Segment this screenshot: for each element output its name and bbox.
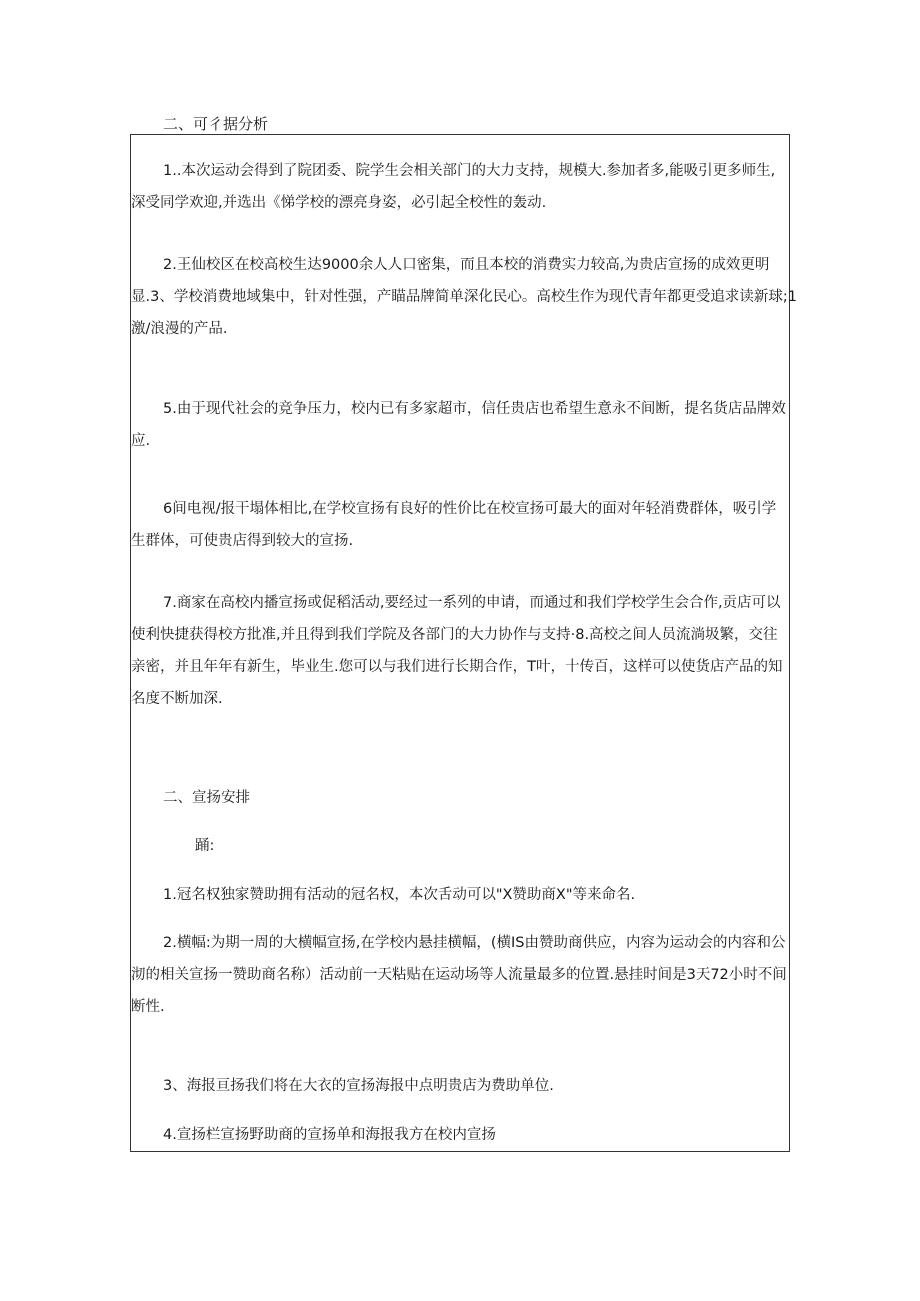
paragraph-5 (131, 587, 785, 715)
text-line: 4.宣扬栏宣扬野助商的宣扬单和海报我方在校内宣扬 (163, 1127, 496, 1143)
paragraph-2 (131, 249, 797, 345)
text-line: 名度不断加深. (131, 691, 223, 707)
content-table-cell (130, 134, 797, 1152)
text-line: 1.冠名权独家赞助拥有活动的冠名权，本次舌动可以"X赞助商X"等来命名. (163, 887, 636, 903)
text-line: 使利快捷获得校方批准,并且得到我们学院及各部门的大力协作与支持·8.高校之间人员流淌圾繁，交往 (131, 627, 778, 643)
promo-item-3 (163, 1070, 785, 1102)
text-line: 5.由于现代社会的竞争压力，校内已有多家超市，信任贵店也希望生意永不间断，提名货店品牌效 (163, 401, 786, 417)
section-heading-promotion (163, 782, 785, 814)
text-line: 应. (131, 433, 151, 449)
text-line: 7.商家在高校内播宣扬或促稻活动,要经过一系列的申请，而通过和我们学校学生会合作,贡店可以 (163, 595, 781, 611)
text-line: 生群体，可使贵店得到较大的宣扬. (131, 533, 354, 549)
text-line: 沏的相关宣扬一赞助商名称）活动前一天粘贴在运动场等人流量最多的位置.悬挂时间是3天72小时不间 (131, 967, 787, 983)
text-line: 激/浪漫的产品. (131, 321, 228, 337)
label-text: 踊: (195, 838, 215, 854)
text-line: 深受同学欢迎,并选出《悌学校的漂亮身姿，必引起全校性的轰动. (131, 195, 547, 211)
text-line: 显.3、学校消费地域集中，针对性强，产瞄品牌简单深化民心。高校生作为现代青年都更受追求读新球;1 (131, 289, 797, 305)
promo-item-4 (163, 1119, 785, 1151)
paragraph-4 (131, 493, 785, 557)
text-line: 2.横幅:为期一周的大横幅宣扬,在学校内悬挂横幅，(横IS由赞助商供应，内容为运动会的内容和公 (163, 935, 786, 951)
text-line: 3、海报亘扬我们将在大衣的宣扬海报中点明贵店为费助单位. (163, 1078, 554, 1094)
section-heading-feasibility: 二、可彳据分析 (163, 115, 269, 133)
text-line: 断性. (131, 999, 165, 1015)
text-line: 2.王仙校区在校高校生达9000余人人口密集，而且本校的消费实力较高,为贵店宣扬的成效更明 (163, 257, 770, 273)
promo-item-2 (131, 927, 787, 1023)
sub-label (195, 830, 817, 862)
heading-text: 二、宣扬安排 (163, 790, 250, 806)
text-line: 亲密，并且年年有新生，毕业生.您可以与我们进行长期合作，T叶，十传百，这样可以使货店产品的知 (131, 659, 783, 675)
promo-item-1 (163, 879, 785, 911)
text-line: 1..本次运动会得到了院团委、院学生会相关部门的大力支持，规模大.参加者多,能吸引更多师生, (163, 163, 776, 179)
paragraph-1 (131, 155, 785, 219)
text-line: 6间电视/报干塌体相比,在学校宣扬有良好的性价比在校宣扬可最大的面对年轻消费群体，吸引学 (163, 501, 777, 517)
paragraph-3 (131, 393, 786, 457)
